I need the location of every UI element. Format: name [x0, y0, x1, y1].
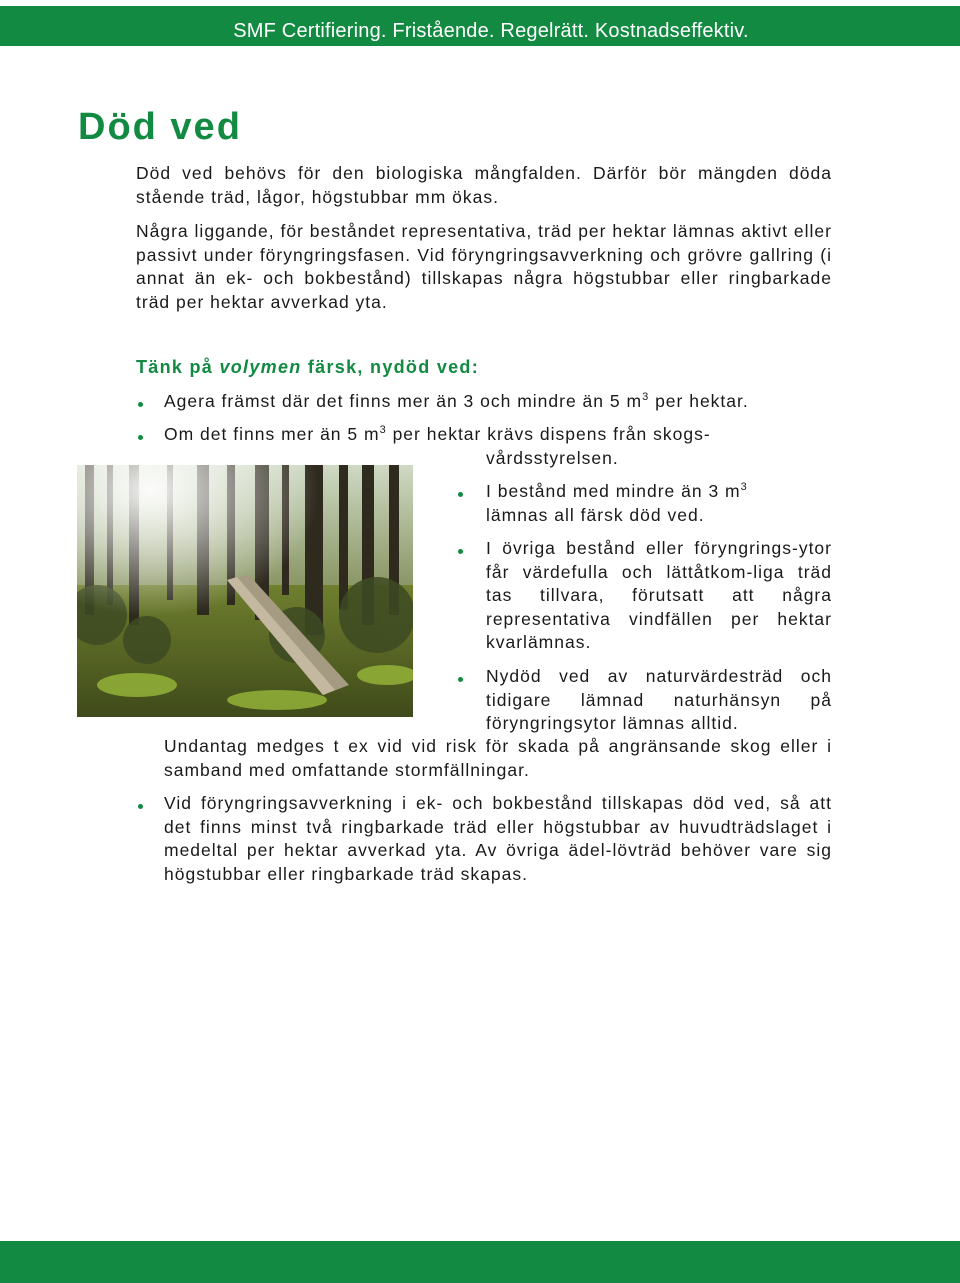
bullet-3-sup: 3 [740, 481, 748, 494]
bullet-1-text: Agera främst där det finns mer än 3 och mindre än 5 m [164, 391, 643, 411]
footer-bar [0, 1241, 960, 1283]
bullet-5-cont: Undantag medges t ex vid vid risk för skada på angränsande skog eller i samband med omfattande stormfällningar. [164, 736, 832, 780]
bullet-4: I övriga bestånd eller föryngrings-ytor får värdefulla och lättåtkom-liga träd tas tillvara, förutsatt att några representativa vindfällen per hektar kvarlämnas. [486, 538, 832, 652]
header-tagline: SMF Certifiering. Fristående. Regelrätt. Kostnadseffektiv. [233, 20, 749, 42]
header-bar [0, 6, 960, 46]
bullet-2 [164, 423, 711, 447]
bullet-dot [458, 549, 463, 554]
bullet-2-sup: 3 [379, 424, 387, 437]
think-post: färsk, nydöd ved: [307, 357, 480, 377]
bullet-3-cont: lämnas all färsk död ved. [486, 505, 705, 525]
bullet-1-sup: 3 [642, 391, 650, 404]
bullet-6: Vid föryngringsavverkning i ek- och bokbestånd tillskapas död ved, så att det finns minst två ringbarkade träd eller högstubbar av huvudträdslaget i medeltal per hektar avverkad yta. Av övriga ädel-lövträd behöver vare sig högstubbar eller ringbarkade träd skapas. [164, 793, 832, 884]
bullet-dot [138, 804, 143, 809]
bullet-dot [138, 402, 143, 407]
think-emphasis: volymen [219, 357, 302, 377]
bullet-3-text: I bestånd med mindre än 3 m [486, 481, 741, 501]
bullet-dot [458, 677, 463, 682]
bullet-dot [458, 492, 463, 497]
bullet-dot [138, 435, 143, 440]
think-pre: Tänk på [136, 357, 214, 377]
bullet-2-cont: vårdsstyrelsen. [486, 448, 619, 468]
bullet-3 [486, 480, 832, 504]
bullet-2-post: per hektar krävs dispens från skogs- [392, 424, 711, 444]
think-heading [136, 357, 479, 378]
bullet-5: Nydöd ved av naturvärdesträd och tidigare lämnad naturhänsyn på föryngringsytor lämnas alltid. [486, 666, 832, 733]
bullet-1 [164, 390, 749, 414]
intro-paragraph-1: Död ved behövs för den biologiska mångfalden. Därför bör mängden döda stående träd, lågor, högstubbar mm ökas. [136, 163, 832, 207]
bullet-2-text: Om det finns mer än 5 m [164, 424, 380, 444]
page-title: Död ved [78, 106, 242, 148]
forest-photo [77, 465, 413, 717]
intro-paragraph-2: Några liggande, för beståndet representativa, träd per hektar lämnas aktivt eller passivt under föryngringsfasen. Vid föryngringsavverkning och grövre gallring (i annat än ek- och bokbestånd) tillskapas några högstubbar eller ringbarkade träd per hektar avverkad yta. [136, 221, 832, 312]
bullet-1-post: per hektar. [655, 391, 749, 411]
